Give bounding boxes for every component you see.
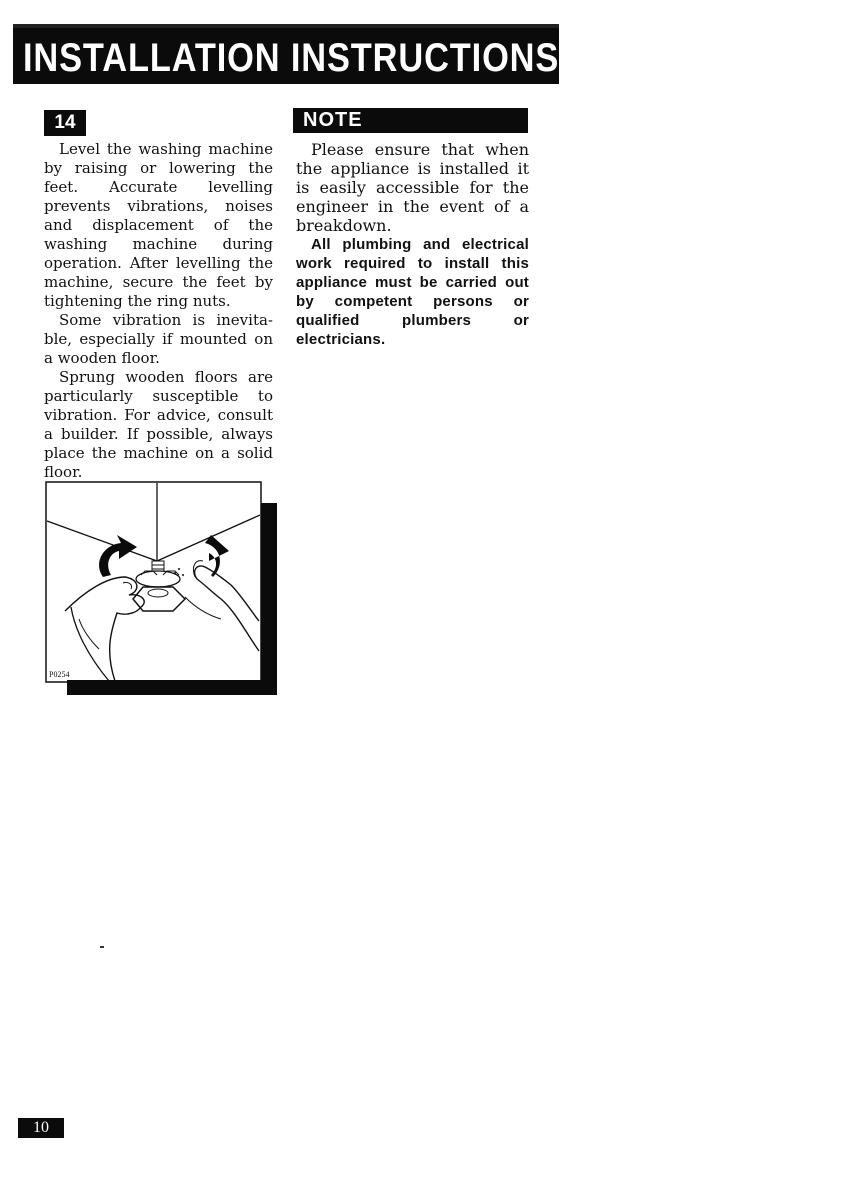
instructions-column	[44, 140, 273, 482]
note-paragraph: Please ensure that when the appliance is installed it is easily accessible for the engineer in the event of a breakdown.	[296, 140, 529, 235]
step-number-badge	[44, 110, 86, 136]
levelling-illustration	[45, 481, 277, 695]
note-warning-paragraph: All plumbing and electrical work required to install this appliance must be carried out by competent persons or qualified plumbers or electricians.	[296, 236, 529, 348]
note-heading: NOTE	[303, 109, 363, 131]
note-column	[296, 140, 529, 349]
figure-code: P0254	[49, 670, 70, 679]
instruction-paragraph: Some vibration is inevita-ble, especially if mounted on a wooden floor.	[44, 311, 273, 367]
header-banner	[13, 24, 559, 84]
stray-mark	[100, 946, 104, 948]
page-title: INSTALLATION INSTRUCTIONS	[23, 36, 560, 80]
instruction-paragraph: Level the washing machine by raising or lowering the feet. Accurate levelling prevents vibrations, noises and displacement of the washing machine during operation. After levelling the machine, secure the feet by tightening the ring nuts.	[44, 140, 273, 310]
page-number: 10	[33, 1119, 49, 1136]
note-heading-bar	[293, 108, 528, 133]
instruction-paragraph: Sprung wooden floors are particularly susceptible to vibration. For advice, consult a builder. If possible, always place the machine on a solid floor.	[44, 368, 273, 481]
page-number-badge	[18, 1118, 64, 1138]
step-number: 14	[54, 112, 76, 133]
